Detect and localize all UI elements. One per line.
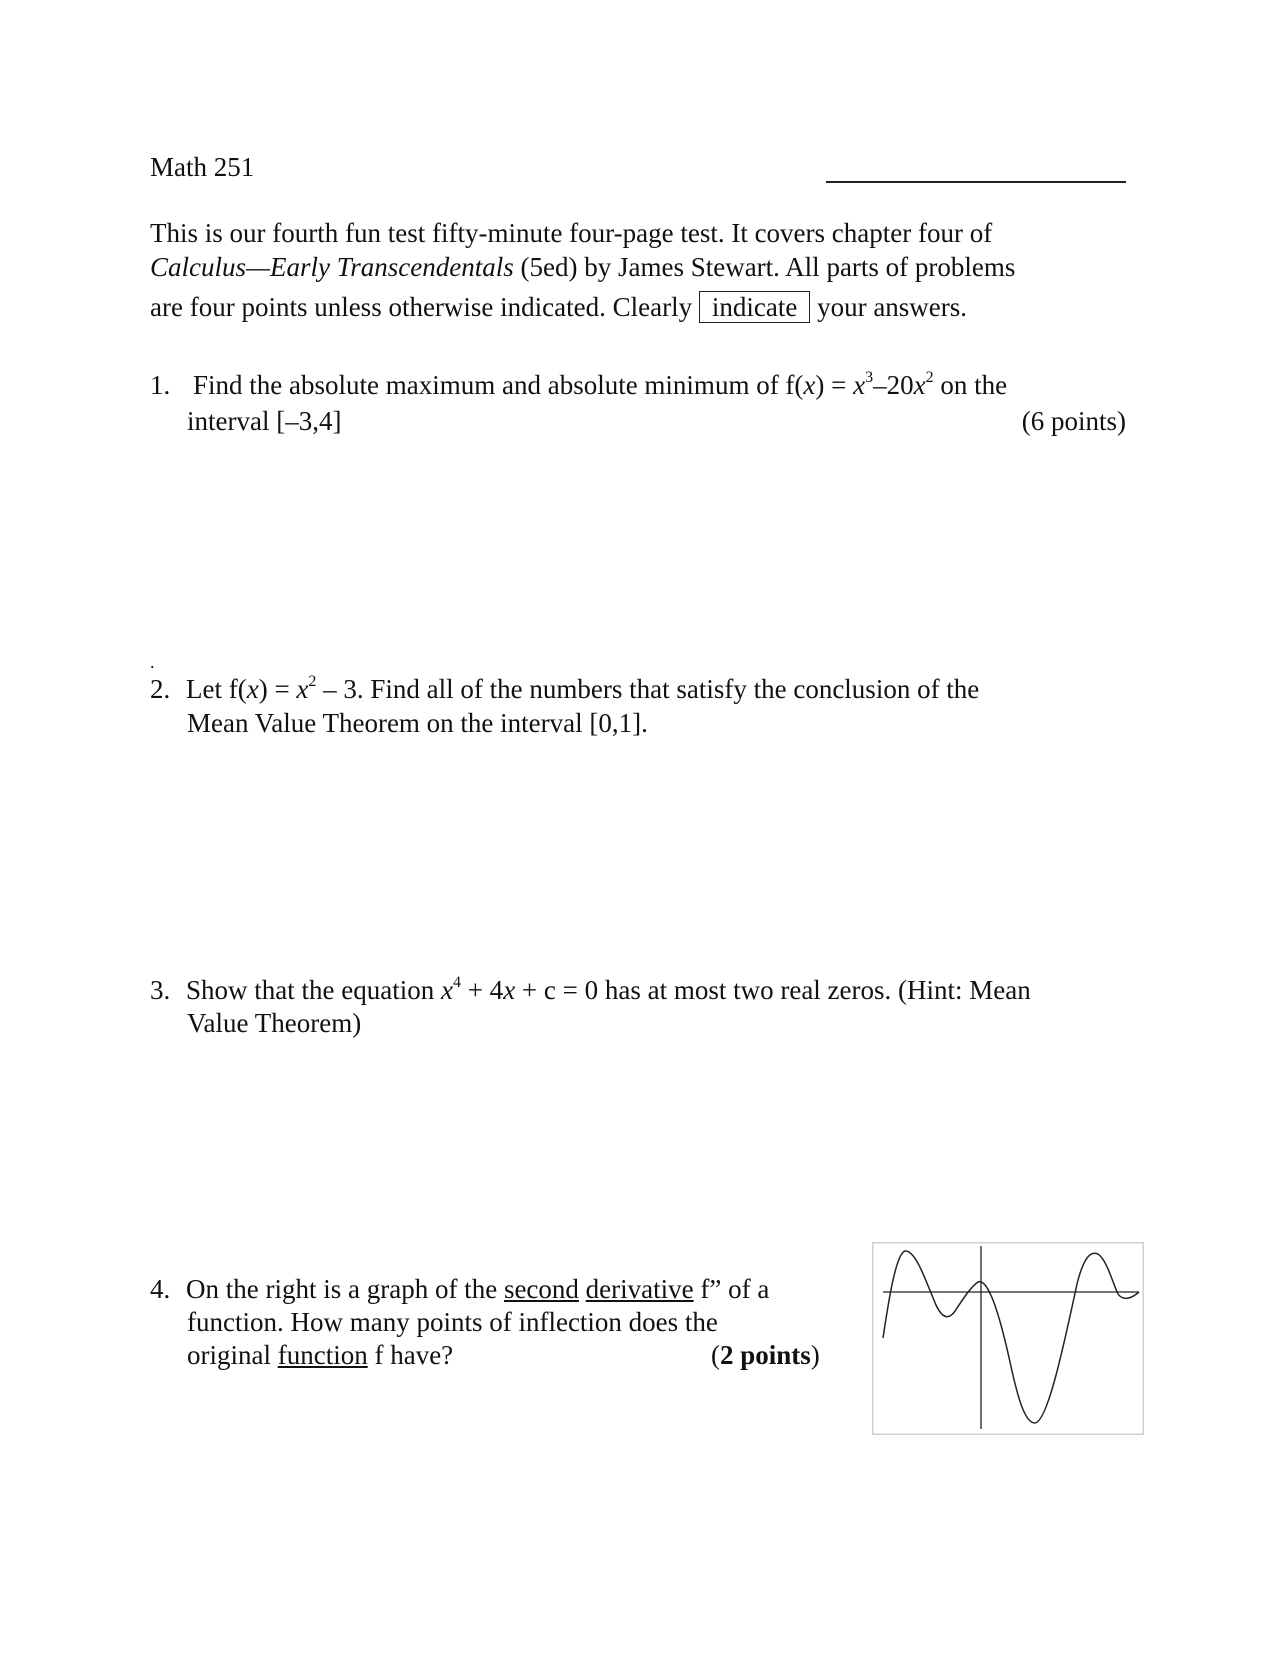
name-blank-line [826,181,1126,183]
q1-text-b: ) = [815,370,854,400]
q1-exponent-3: 3 [865,369,874,386]
q4-points-close: ) [810,1340,820,1370]
q4-number: 4. [150,1274,171,1304]
intro-line-2-rest: (5ed) by James Stewart. All parts of problems [513,252,1016,282]
q4-text-line-3-a: original [187,1340,278,1370]
q4-points [711,1338,820,1372]
q1-text-line-1 [193,368,1007,402]
q3-exponent-4: 4 [452,974,461,991]
intro-line-3 [150,290,967,324]
q2-text-b: ) = [258,674,297,704]
q2-var-x: x [296,674,309,704]
q2-text-c: – 3. Find all of the numbers that satisfy the conclusion of the [316,674,980,704]
graph-curve-f-double-prime [883,1251,1139,1423]
intro-line-3-post: your answers. [810,292,968,322]
q2-text-line-2: Mean Value Theorem on the interval [0,1]. [187,708,648,738]
q1-number: 1. [150,370,171,400]
q1-var-x: x [913,370,926,400]
q2-var-x: x [246,674,259,704]
q1-text-a: Find the absolute maximum and absolute minimum of f( [193,370,804,400]
q3-text-c: + c = 0 has at most two real zeros. (Hint: Mean [515,975,1031,1005]
q4-text-line-3-b: f have? [367,1340,454,1370]
intro-line-3-pre: are four points unless otherwise indicated. Clearly [150,292,699,322]
q2-text-line-1 [186,672,979,706]
q3-number: 3. [150,975,171,1005]
q3-text-a: Show that the equation [186,975,441,1005]
second-derivative-graph [872,1242,1144,1435]
q1-text-line-2: interval [–3,4] [187,406,342,436]
q3-var-x: x [503,975,516,1005]
q2-exponent-2: 2 [308,673,317,690]
q4-underlined-second: second [503,1274,579,1304]
q4-points-open: ( [711,1340,720,1370]
q4-text-a: On the right is a graph of the [186,1274,504,1304]
q1-text-c: –20 [873,370,914,400]
q4-underlined-function: function [277,1340,368,1370]
book-title: Calculus—Early Transcendentals [150,252,514,282]
q1-points: (6 points) [1021,406,1126,436]
stray-dot: . [150,652,155,672]
q4-text-line-3 [187,1338,453,1372]
q1-var-x: x [853,370,866,400]
q4-text-line-1 [186,1272,769,1306]
q4-points-bold: 2 points [720,1340,811,1370]
q1-text-d: on the [933,370,1008,400]
q3-text-line-1 [186,973,1031,1007]
q4-underlined-derivative: derivative [585,1274,694,1304]
q3-var-x: x [440,975,453,1005]
q3-text-line-2: Value Theorem) [187,1008,362,1038]
boxed-word-indicate: indicate [699,291,810,323]
q3-text-b: + 4 [460,975,504,1005]
intro-line-2 [150,250,1015,284]
course-title: Math 251 [150,152,255,182]
intro-line-1: This is our fourth fun test fifty-minute four-page test. It covers chapter four of [150,218,993,248]
q2-number: 2. [150,674,171,704]
q1-var-x: x [803,370,816,400]
graph-frame [873,1243,1144,1435]
q1-exponent-2: 2 [925,369,934,386]
q4-text-line-2: function. How many points of inflection does the [187,1307,718,1337]
q4-text-b: f” of a [693,1274,770,1304]
q2-text-a: Let f( [186,674,247,704]
